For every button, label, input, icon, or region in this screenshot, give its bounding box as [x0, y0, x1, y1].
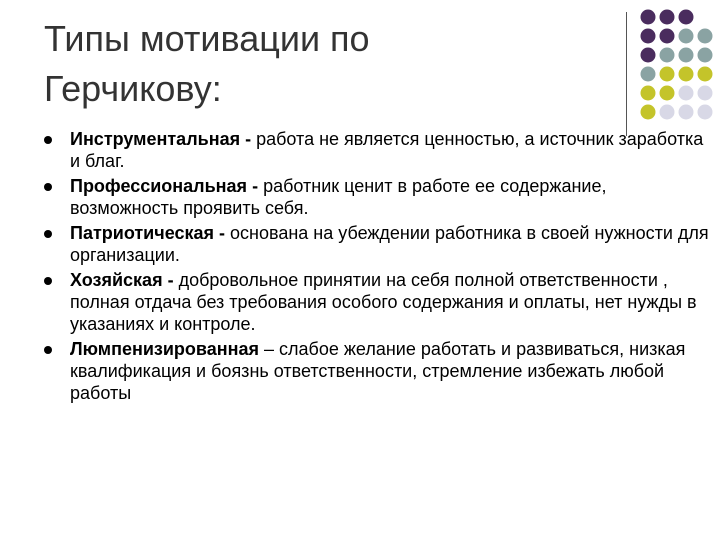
- decorative-dot: [698, 29, 713, 44]
- description-lumpenized: – слабое желание работать и развиваться, низкая квалификация и боязнь ответственности, стремление избежать любой работы: [70, 339, 686, 403]
- decorative-dot: [641, 105, 656, 120]
- term-master: Хозяйская -: [70, 270, 174, 290]
- decorative-dot: [679, 48, 694, 63]
- decorative-dot: [641, 48, 656, 63]
- decorative-dot: [641, 10, 656, 25]
- decorative-dot: [679, 105, 694, 120]
- description-master: добровольное принятии на себя полной ответственности , полная отдача без требования особого содержания и оплаты, нет нужды в указаниях и контроле.: [70, 270, 697, 334]
- decorative-dot: [641, 29, 656, 44]
- description-patriotic: основана на убеждении работника в своей нужности для организации.: [70, 223, 709, 265]
- bullet-icon: [44, 230, 52, 238]
- bullet-icon: [44, 346, 52, 354]
- decorative-dot: [641, 67, 656, 82]
- decorative-dot: [698, 86, 713, 101]
- decorative-dot: [679, 67, 694, 82]
- description-instrumental: работа не является ценностью, а источник заработка и благ.: [70, 129, 704, 171]
- term-lumpenized: Люмпенизированная: [70, 339, 259, 359]
- decorative-dot: [660, 105, 675, 120]
- slide-title-line-1: Типы мотивации по: [44, 18, 370, 59]
- bullet-icon: [44, 277, 52, 285]
- decorative-dot: [698, 105, 713, 120]
- list-item-patriotic: [44, 222, 716, 266]
- decorative-dot: [641, 86, 656, 101]
- decorative-dot: [698, 67, 713, 82]
- list-item-instrumental: [44, 128, 716, 172]
- list-item-master: [44, 269, 716, 335]
- term-instrumental: Инструментальная -: [70, 129, 252, 149]
- description-professional: работник ценит в работе ее содержание, возможность проявить себя.: [70, 176, 607, 218]
- decorative-dot: [660, 86, 675, 101]
- decorative-dot: [679, 29, 694, 44]
- list-item-professional: [44, 175, 716, 219]
- motivation-types-list: [44, 128, 716, 407]
- decorative-dot: [660, 10, 675, 25]
- term-patriotic: Патриотическая -: [70, 223, 226, 243]
- decorative-dot: [679, 86, 694, 101]
- term-professional: Профессиональная -: [70, 176, 259, 196]
- decorative-dot: [679, 10, 694, 25]
- bullet-icon: [44, 183, 52, 191]
- decorative-dot: [660, 29, 675, 44]
- slide-title-line-2: Герчикову:: [44, 68, 222, 109]
- decorative-dot: [660, 67, 675, 82]
- decorative-dot: [698, 48, 713, 63]
- list-item-lumpenized: [44, 338, 716, 404]
- decorative-dot: [660, 48, 675, 63]
- bullet-icon: [44, 136, 52, 144]
